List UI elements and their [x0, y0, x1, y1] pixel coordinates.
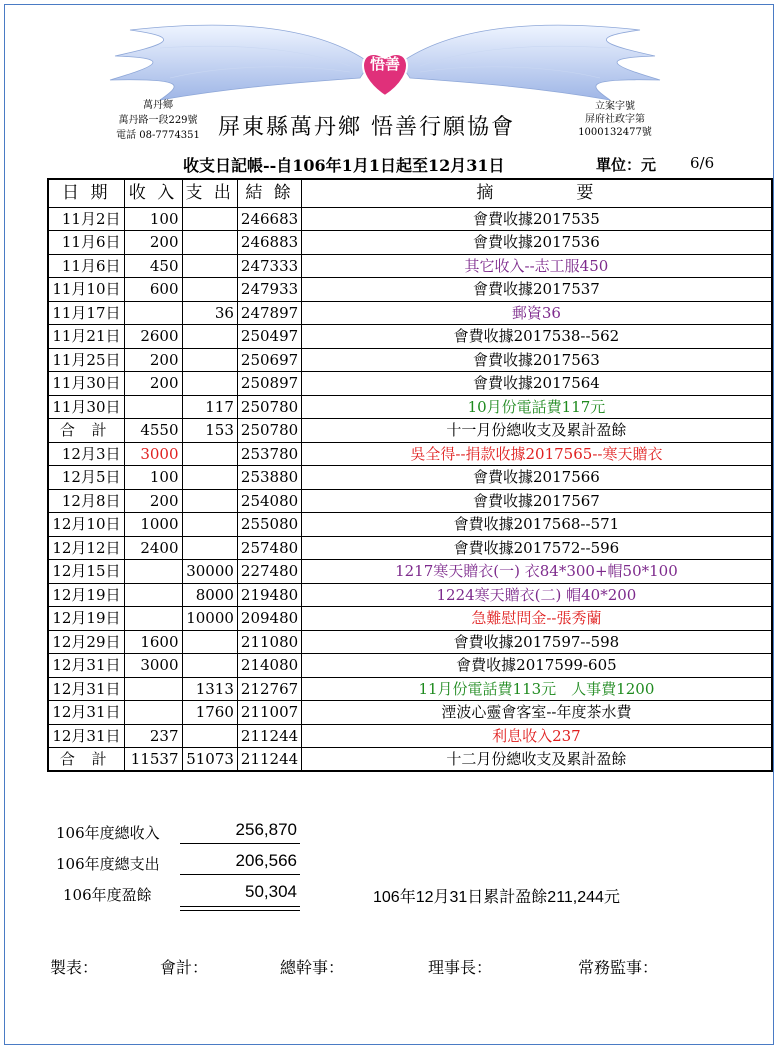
row-date: 11月2日 — [48, 207, 124, 231]
row-memo: 十一月份總收支及累計盈餘 — [302, 419, 772, 443]
row-memo: 1224寒天贈衣(二) 帽40*200 — [302, 583, 772, 607]
row-memo: 會費收據2017563 — [302, 348, 772, 372]
row-expense — [182, 724, 237, 748]
row-expense — [182, 231, 237, 255]
row-memo: 11月份電話費113元 人事費1200 — [302, 677, 772, 701]
row-income — [124, 301, 182, 325]
row-expense — [182, 207, 237, 231]
expense-underline — [180, 874, 300, 875]
row-memo: 10月份電話費117元 — [302, 395, 772, 419]
row-balance: 250497 — [237, 325, 301, 349]
row-memo: 會費收據2017566 — [302, 466, 772, 490]
row-income — [124, 560, 182, 584]
row-date: 12月5日 — [48, 466, 124, 490]
cumulative-surplus-note: 106年12月31日累計盈餘211,244元 — [373, 889, 620, 906]
row-date: 11月30日 — [48, 395, 124, 419]
row-balance: 250897 — [237, 372, 301, 396]
row-date: 11月17日 — [48, 301, 124, 325]
ledger-body — [48, 207, 772, 771]
row-expense — [182, 489, 237, 513]
logo-text: 悟善 — [369, 55, 400, 73]
ledger-row — [48, 207, 772, 231]
ledger-row — [48, 231, 772, 255]
signature-accountant: 會計： — [160, 958, 209, 977]
row-memo: 會費收據2017536 — [302, 231, 772, 255]
row-date: 11月21日 — [48, 325, 124, 349]
row-expense: 153 — [182, 419, 237, 443]
ledger-row — [48, 630, 772, 654]
row-date: 12月19日 — [48, 607, 124, 631]
row-expense — [182, 278, 237, 302]
row-expense: 1313 — [182, 677, 237, 701]
row-date: 合 計 — [48, 748, 124, 772]
row-expense: 36 — [182, 301, 237, 325]
row-income: 200 — [124, 489, 182, 513]
row-memo: 會費收據2017538--562 — [302, 325, 772, 349]
registration-label: 立案字號 — [595, 101, 635, 112]
ledger-row — [48, 513, 772, 537]
row-memo: 會費收據2017597--598 — [302, 630, 772, 654]
row-income: 200 — [124, 231, 182, 255]
row-income: 200 — [124, 348, 182, 372]
row-expense — [182, 466, 237, 490]
ledger-total-row — [48, 748, 772, 772]
row-expense: 1760 — [182, 701, 237, 725]
row-memo: 湮波心靈會客室--年度茶水費 — [302, 701, 772, 725]
row-expense — [182, 513, 237, 537]
row-date: 12月19日 — [48, 583, 124, 607]
row-memo: 會費收據2017568--571 — [302, 513, 772, 537]
row-date: 12月10日 — [48, 513, 124, 537]
row-memo: 會費收據2017535 — [302, 207, 772, 231]
address-line: 萬丹路一段229號 — [118, 115, 198, 126]
row-balance: 250697 — [237, 348, 301, 372]
row-balance: 255080 — [237, 513, 301, 537]
row-balance: 219480 — [237, 583, 301, 607]
row-income — [124, 701, 182, 725]
ledger-row — [48, 701, 772, 725]
row-income: 450 — [124, 254, 182, 278]
row-memo: 會費收據2017599-605 — [302, 654, 772, 678]
row-balance: 247333 — [237, 254, 301, 278]
row-balance: 247933 — [237, 278, 301, 302]
row-date: 11月30日 — [48, 372, 124, 396]
row-memo: 1217寒天贈衣(一) 衣84*300+帽50*100 — [302, 560, 772, 584]
row-income: 11537 — [124, 748, 182, 772]
annual-expense-label: 106年度總支出 — [56, 855, 160, 873]
row-income: 600 — [124, 278, 182, 302]
row-balance: 211244 — [237, 724, 301, 748]
annual-expense-value: 206,566 — [235, 851, 297, 870]
township-label: 萬丹鄉 — [143, 100, 173, 111]
row-income: 3000 — [124, 442, 182, 466]
row-memo: 十二月份總收支及累計盈餘 — [302, 748, 772, 772]
surplus-double-underline-1 — [180, 906, 300, 907]
header-memo: 摘 要 — [302, 179, 772, 207]
row-date: 12月31日 — [48, 701, 124, 725]
row-expense — [182, 325, 237, 349]
annual-surplus-label: 106年度盈餘 — [63, 886, 152, 904]
row-date: 11月6日 — [48, 254, 124, 278]
ledger-row — [48, 677, 772, 701]
row-expense — [182, 442, 237, 466]
row-expense: 8000 — [182, 583, 237, 607]
row-balance: 209480 — [237, 607, 301, 631]
row-date: 12月31日 — [48, 677, 124, 701]
ledger-row — [48, 254, 772, 278]
row-balance: 247897 — [237, 301, 301, 325]
row-date: 12月29日 — [48, 630, 124, 654]
row-date: 12月31日 — [48, 654, 124, 678]
row-date: 11月25日 — [48, 348, 124, 372]
row-income: 4550 — [124, 419, 182, 443]
ledger-row — [48, 583, 772, 607]
row-balance: 211244 — [237, 748, 301, 772]
header-address-block — [103, 98, 213, 143]
header-balance: 結 餘 — [237, 179, 301, 207]
row-balance: 253780 — [237, 442, 301, 466]
phone-line: 電話 08-7774351 — [116, 130, 200, 141]
row-balance: 212767 — [237, 677, 301, 701]
row-income: 100 — [124, 207, 182, 231]
row-memo: 吳全得--捐款收據2017565--寒天贈衣 — [302, 442, 772, 466]
row-date: 12月12日 — [48, 536, 124, 560]
row-expense — [182, 254, 237, 278]
row-balance: 211080 — [237, 630, 301, 654]
ledger-row — [48, 442, 772, 466]
row-expense: 30000 — [182, 560, 237, 584]
ledger-row — [48, 654, 772, 678]
header-expense: 支 出 — [182, 179, 237, 207]
row-balance: 250780 — [237, 419, 301, 443]
ledger-row — [48, 607, 772, 631]
row-balance: 227480 — [237, 560, 301, 584]
ledger-row — [48, 536, 772, 560]
row-expense — [182, 536, 237, 560]
registration-number: 1000132477號 — [578, 127, 652, 138]
row-memo: 會費收據2017564 — [302, 372, 772, 396]
row-income: 200 — [124, 372, 182, 396]
header-registration-block — [570, 100, 660, 139]
row-balance: 253880 — [237, 466, 301, 490]
registration-authority: 屏府社政字第 — [585, 114, 645, 125]
row-memo: 郵資36 — [302, 301, 772, 325]
signature-secretary-general: 總幹事： — [280, 958, 345, 977]
page-number: 6/6 — [690, 154, 715, 172]
row-balance: 246683 — [237, 207, 301, 231]
row-date: 12月15日 — [48, 560, 124, 584]
row-income: 1600 — [124, 630, 182, 654]
row-balance: 254080 — [237, 489, 301, 513]
ledger-title: 收支日記帳--自106年1月1日起至12月31日 — [183, 156, 505, 175]
signature-chairman: 理事長： — [428, 958, 493, 977]
ledger-row — [48, 395, 772, 419]
row-date: 12月3日 — [48, 442, 124, 466]
row-income: 2400 — [124, 536, 182, 560]
row-memo: 會費收據2017537 — [302, 278, 772, 302]
ledger-row — [48, 372, 772, 396]
organization-name: 屏東縣萬丹鄉 悟善行願協會 — [218, 115, 515, 140]
row-balance: 257480 — [237, 536, 301, 560]
row-expense: 117 — [182, 395, 237, 419]
ledger-row — [48, 278, 772, 302]
ledger-row — [48, 466, 772, 490]
row-expense — [182, 348, 237, 372]
annual-income-label: 106年度總收入 — [56, 824, 160, 842]
header-date: 日 期 — [48, 179, 124, 207]
ledger-row — [48, 724, 772, 748]
row-balance: 250780 — [237, 395, 301, 419]
annual-income-value: 256,870 — [235, 820, 297, 839]
row-date: 11月6日 — [48, 231, 124, 255]
ledger-row — [48, 489, 772, 513]
row-income — [124, 677, 182, 701]
row-date: 12月31日 — [48, 724, 124, 748]
row-balance: 214080 — [237, 654, 301, 678]
annual-surplus-value: 50,304 — [245, 882, 297, 901]
row-date: 合 計 — [48, 419, 124, 443]
row-memo: 會費收據2017572--596 — [302, 536, 772, 560]
row-balance: 211007 — [237, 701, 301, 725]
ledger-total-row — [48, 419, 772, 443]
row-date: 11月10日 — [48, 278, 124, 302]
row-memo: 其它收入--志工服450 — [302, 254, 772, 278]
ledger-header-row — [48, 179, 772, 207]
row-memo: 急難慰問金--張秀蘭 — [302, 607, 772, 631]
row-expense: 51073 — [182, 748, 237, 772]
row-income: 237 — [124, 724, 182, 748]
row-balance: 246883 — [237, 231, 301, 255]
signature-preparer: 製表： — [50, 958, 99, 977]
row-memo: 會費收據2017567 — [302, 489, 772, 513]
row-income: 2600 — [124, 325, 182, 349]
row-income: 100 — [124, 466, 182, 490]
income-underline — [180, 843, 300, 844]
ledger-row — [48, 325, 772, 349]
row-expense — [182, 630, 237, 654]
ledger-table — [47, 178, 773, 772]
ledger-row — [48, 560, 772, 584]
signature-supervisor: 常務監事： — [578, 958, 659, 977]
row-expense: 10000 — [182, 607, 237, 631]
header-income: 收 入 — [124, 179, 182, 207]
row-memo: 利息收入237 — [302, 724, 772, 748]
row-income — [124, 395, 182, 419]
row-expense — [182, 654, 237, 678]
row-date: 12月8日 — [48, 489, 124, 513]
row-income — [124, 583, 182, 607]
row-expense — [182, 372, 237, 396]
row-income — [124, 607, 182, 631]
unit-label: 單位：元 — [596, 156, 657, 174]
surplus-double-underline-2 — [180, 910, 300, 911]
ledger-row — [48, 348, 772, 372]
ledger-row — [48, 301, 772, 325]
row-income: 3000 — [124, 654, 182, 678]
row-income: 1000 — [124, 513, 182, 537]
